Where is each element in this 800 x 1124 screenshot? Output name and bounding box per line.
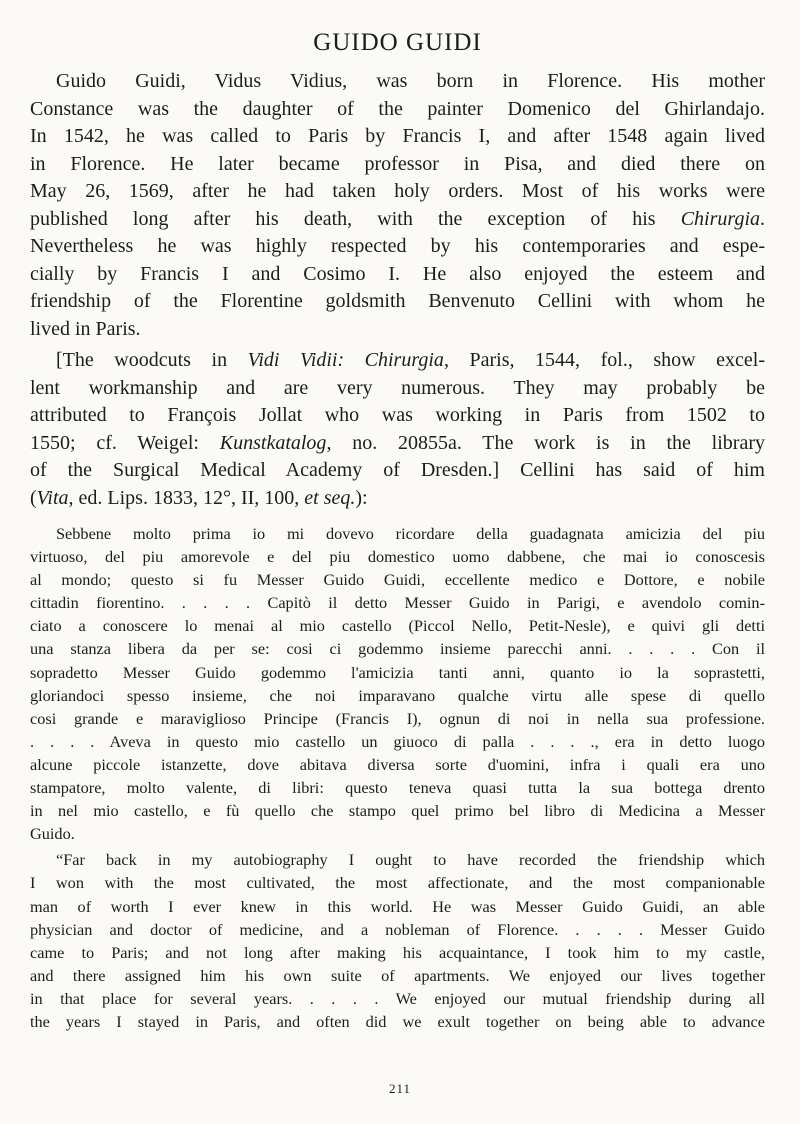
text-line: published long after his death, with the exception of his Chirurgia. bbox=[30, 207, 765, 230]
text-line: Nevertheless he was highly respected by his contemporaries and espe- bbox=[30, 235, 765, 257]
translation-line: in that place for several years. . . . . We enjoyed our mutual friendship during all bbox=[30, 988, 765, 1008]
quote-line: Sebbene molto prima io mi dovevo ricordare della guadagnata amicizia del piu bbox=[56, 524, 765, 543]
translation-line: “Far back in my autobiography I ought to have recorded the friendship which bbox=[56, 850, 765, 870]
quote-line: alcune piccole istanzette, dove abitava diversa sorte d'uomini, infra i quali era uno bbox=[30, 754, 765, 774]
text-line: lived in Paris. bbox=[30, 317, 141, 340]
text-line: attributed to François Jollat who was working in Paris from 1502 to bbox=[30, 404, 765, 426]
biography-paragraph bbox=[30, 68, 765, 343]
quote-line: stampatore, molto valente, di libri: questo teneva quasi tutta la sua bottega drento bbox=[30, 778, 765, 798]
translation-line: came to Paris; and not long after making his acquaintance, I took him to my castle, bbox=[30, 942, 765, 962]
quote-line: cosi grande e maraviglioso Principe (Francis I), ognun di noi in nella sua professione. bbox=[30, 708, 765, 728]
page-number: 211 bbox=[388, 1081, 412, 1096]
text-line: Guido Guidi, Vidus Vidius, was born in Florence. His mother bbox=[56, 70, 765, 92]
quote-line: . . . . Aveva in questo mio castello un giuoco di palla . . . ., era in detto luogo bbox=[30, 731, 765, 751]
text-line: friendship of the Florentine goldsmith Benvenuto Cellini with whom he bbox=[30, 290, 765, 312]
page-body bbox=[30, 28, 765, 1033]
translation-line: and there assigned him his own suite of apartments. We enjoyed our lives together bbox=[30, 965, 765, 985]
text-line: 1550; cf. Weigel: Kunstkatalog, no. 20855a. The work is in the library bbox=[30, 431, 765, 454]
quote-line: in nel mio castello, e fù quello che stampo quel primo bel libro di Medicina a Messer bbox=[30, 801, 765, 821]
text-line: lent workmanship and are very numerous. They may probably be bbox=[30, 376, 765, 399]
text-line: In 1542, he was called to Paris by Francis I, and after 1548 again lived bbox=[30, 125, 765, 147]
quote-line: ciato a conoscere lo menai al mio castello (Piccol Nello, Petit-Nesle), e quivi gli detti bbox=[30, 616, 765, 636]
quote-line: gloriandoci spesso insieme, che noi imparavano qualche virtu alle spese di quello bbox=[30, 685, 765, 705]
translation-line: the years I stayed in Paris, and often did we exult together on being able to advance bbox=[30, 1011, 765, 1031]
quote-line: una stanza libera da per se: cosi ci godemmo insieme parecchi anni. . . . . Con il bbox=[30, 639, 765, 659]
italian-quotation bbox=[30, 522, 765, 845]
quote-line: Guido. bbox=[30, 824, 75, 844]
text-line: Constance was the daughter of the painter Domenico del Ghirlandajo. bbox=[30, 97, 765, 120]
translation-line: I won with the most cultivated, the most affectionate, and the most companionable bbox=[30, 873, 765, 893]
english-translation bbox=[30, 848, 765, 1033]
text-line: (Vita, ed. Lips. 1833, 12°, II, 100, et seq.): bbox=[30, 486, 368, 509]
text-line: in Florence. He later became professor in Pisa, and died there on bbox=[30, 152, 765, 175]
quote-line: virtuoso, del piu amorevole e del piu domestico uomo dabbene, che mai io conoscesis bbox=[30, 547, 765, 567]
text-line: of the Surgical Medical Academy of Dresden.] Cellini has said of him bbox=[30, 459, 765, 481]
quote-line: cittadin fiorentino. . . . . Capitò il detto Messer Guido in Parigi, e avendolo comin- bbox=[30, 593, 765, 613]
translation-line: man of worth I ever knew in this world. He was Messer Guido Guidi, an able bbox=[30, 896, 765, 916]
translation-line: physician and doctor of medicine, and a nobleman of Florence. . . . . Messer Guido bbox=[30, 919, 765, 939]
quote-line: al mondo; questo si fu Messer Guido Guidi, eccellente medico e Dottore, e nobile bbox=[30, 570, 765, 590]
text-line: cially by Francis I and Cosimo I. He also enjoyed the esteem and bbox=[30, 262, 765, 285]
page-title: GUIDO GUIDI bbox=[313, 29, 482, 56]
woodcuts-paragraph bbox=[30, 347, 765, 512]
text-line: [The woodcuts in Vidi Vidii: Chirurgia, Paris, 1544, fol., show excel- bbox=[56, 349, 765, 371]
quote-line: sopradetto Messer Guido godemmo l'amicizia tanti anni, quanto io la soprastetti, bbox=[30, 662, 765, 682]
text-line: May 26, 1569, after he had taken holy orders. Most of his works were bbox=[30, 180, 765, 202]
